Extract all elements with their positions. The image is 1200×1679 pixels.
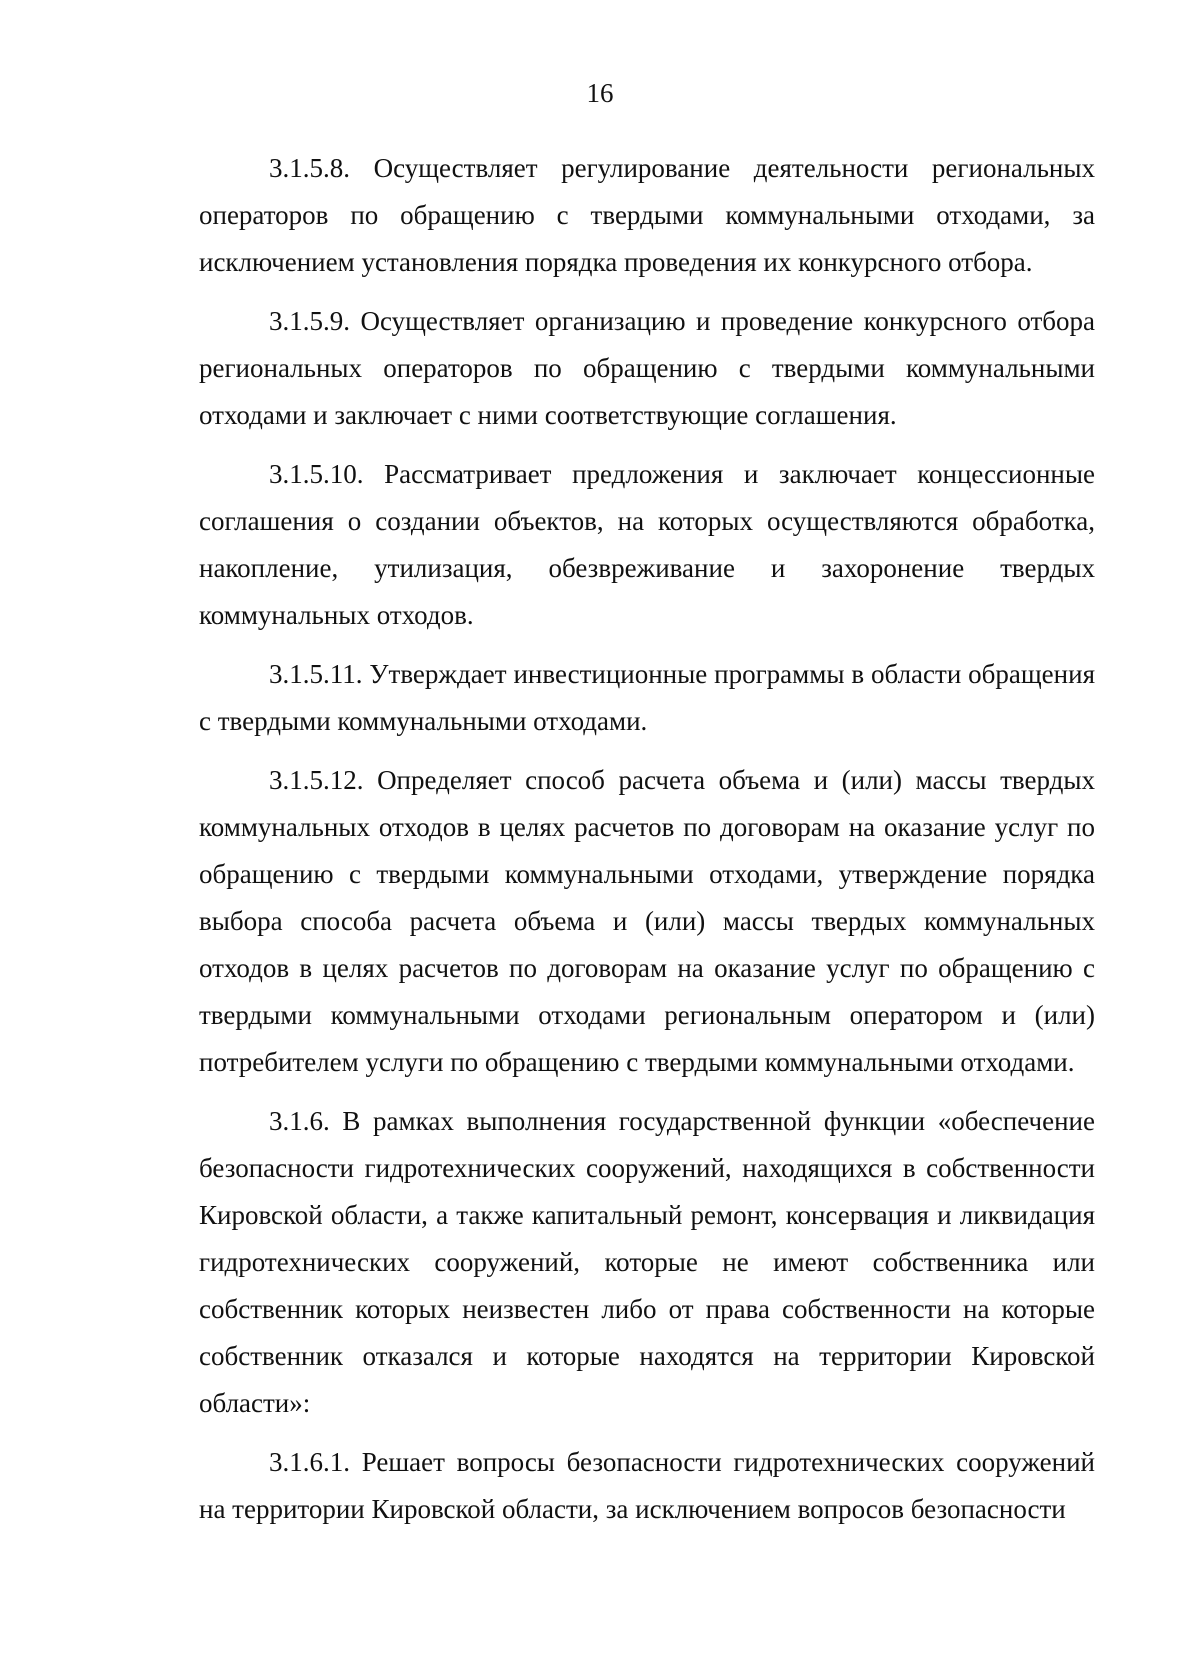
paragraph-3-1-5-11: 3.1.5.11. Утверждает инвестиционные программы в области обращения с твердыми коммунальными отходами. xyxy=(199,659,1095,736)
paragraph-3-1-5-9: 3.1.5.9. Осуществляет организацию и проведение конкурсного отбора региональных операторов по обращению с твердыми коммунальными отходами и заключает с ними соответствующие соглашения. xyxy=(199,306,1095,430)
paragraph-3-1-5-12: 3.1.5.12. Определяет способ расчета объема и (или) массы твердых коммунальных отходов в целях расчетов по договорам на оказание услуг по обращению с твердыми коммунальными отходами, утверждение порядка выбора способа расчета объема и (или) массы твердых коммунальных отходов в целях расчетов по договорам на оказание услуг по обращению с твердыми коммунальными отходами региональным оператором и (или) потребителем услуги по обращению с твердыми коммунальными отходами. xyxy=(199,765,1095,1077)
paragraph-3-1-5-10: 3.1.5.10. Рассматривает предложения и заключает концессионные соглашения о создании объектов, на которых осуществляются обработка, накопление, утилизация, обезвреживание и захоронение твердых коммунальных отходов. xyxy=(199,459,1095,630)
paragraph-3-1-5-8: 3.1.5.8. Осуществляет регулирование деятельности региональных операторов по обращению с твердыми коммунальными отходами, за исключением установления порядка проведения их конкурсного отбора. xyxy=(199,153,1095,277)
document-body xyxy=(199,145,1095,1533)
paragraph-3-1-6: 3.1.6. В рамках выполнения государственной функции «обеспечение безопасности гидротехнических сооружений, находящихся в собственности Кировской области, а также капитальный ремонт, консервация и ликвидация гидротехнических сооружений, которые не имеют собственника или собственник которых неизвестен либо от права собственности на которые собственник отказался и которые находятся на территории Кировской области»: xyxy=(199,1106,1095,1418)
page-number: 16 xyxy=(586,78,614,108)
paragraph-3-1-6-1: 3.1.6.1. Решает вопросы безопасности гидротехнических сооружений на территории Кировской области, за исключением вопросов безопасности xyxy=(199,1447,1095,1524)
